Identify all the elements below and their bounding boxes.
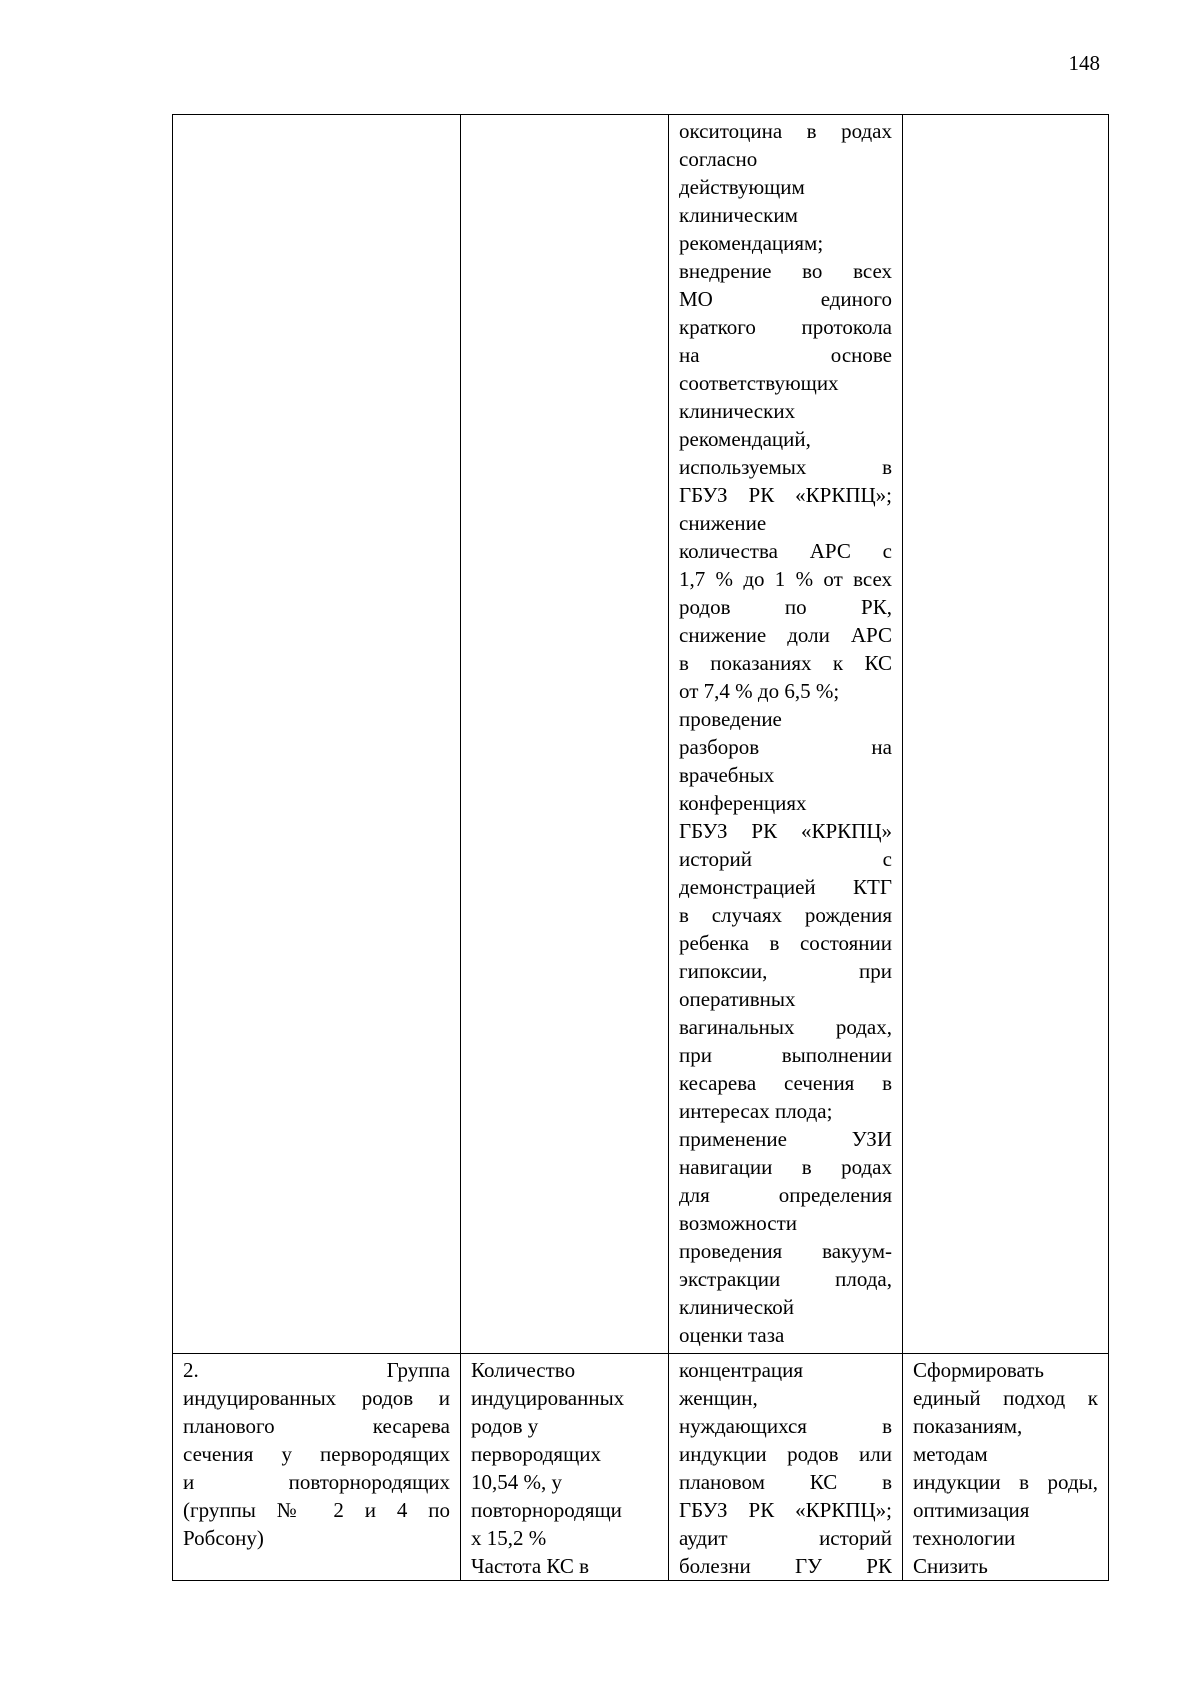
text-line: концентрация	[679, 1358, 804, 1382]
text-line: планового кесарева	[183, 1414, 450, 1438]
text-line: возможности	[679, 1211, 798, 1235]
text-line: 10,54 %, у	[471, 1470, 562, 1494]
text-line: клинических	[679, 399, 796, 423]
text-line: используемых в	[679, 455, 892, 479]
text-line: разборов на	[679, 735, 892, 759]
text-line: первородящих	[471, 1442, 601, 1466]
text-line: МО единого	[679, 287, 892, 311]
text-line: Количество	[471, 1358, 576, 1382]
text-line: повторнородящи	[471, 1498, 622, 1522]
page-number: 148	[1068, 51, 1100, 75]
text-line: клиническим	[679, 203, 798, 227]
table-row	[173, 115, 1109, 1354]
text-line: нуждающихся в	[679, 1414, 892, 1438]
text-line: проведения вакуум-	[679, 1239, 892, 1263]
text-line: 2. Группа	[183, 1358, 450, 1382]
text-line: проведение	[679, 707, 782, 731]
text-line: индуцированных родов и	[183, 1386, 450, 1410]
text-line: ГБУЗ РК «КРКПЦ»;	[679, 483, 892, 507]
text-line: в показаниях к КС	[679, 651, 892, 675]
text-line: действующим	[679, 175, 805, 199]
text-line: и повторнородящих	[183, 1470, 450, 1494]
text-line: количества АРС с	[679, 539, 892, 563]
text-line: оперативных	[679, 987, 796, 1011]
text-line: при выполнении	[679, 1043, 892, 1067]
table-cell-measures	[669, 1354, 903, 1581]
table-cell-goal	[903, 115, 1109, 1354]
text-line: клинической	[679, 1295, 794, 1319]
text-line: для определения	[679, 1183, 892, 1207]
text-line: индуцированных	[471, 1386, 625, 1410]
table-cell-group	[173, 115, 461, 1354]
text-line: индукции родов или	[679, 1442, 892, 1466]
table-cell-measures	[669, 115, 903, 1354]
text-line: оценки таза	[679, 1323, 785, 1347]
text-line: методам	[913, 1442, 988, 1466]
text-line: применение УЗИ	[679, 1127, 892, 1151]
text-line: согласно	[679, 147, 758, 171]
text-line: Частота КС в	[471, 1554, 590, 1578]
text-line: оптимизация	[913, 1498, 1030, 1522]
text-line: гипоксии, при	[679, 959, 892, 983]
table-cell-indicator	[461, 1354, 669, 1581]
text-line: краткого протокола	[679, 315, 892, 339]
text-line: в случаях рождения	[679, 903, 892, 927]
text-line: на основе	[679, 343, 892, 367]
table-cell-indicator	[461, 115, 669, 1354]
text-line: Сформировать	[913, 1358, 1044, 1382]
text-line: демонстрацией КТГ	[679, 875, 892, 899]
text-line: ГБУЗ РК «КРКПЦ»;	[679, 1498, 892, 1522]
text-line: экстракции плода,	[679, 1267, 892, 1291]
measures-table	[172, 114, 1109, 1581]
text-line: конференциях	[679, 791, 807, 815]
text-line: Робсону)	[183, 1526, 264, 1550]
text-line: навигации в родах	[679, 1155, 892, 1179]
text-line: рекомендаций,	[679, 427, 811, 451]
text-line: врачебных	[679, 763, 775, 787]
text-line: соответствующих	[679, 371, 839, 395]
text-line: 1,7 % до 1 % от всех	[679, 567, 892, 591]
text-line: плановом КС в	[679, 1470, 892, 1494]
text-line: родов у	[471, 1414, 539, 1438]
text-line: ГБУЗ РК «КРКПЦ»	[679, 819, 892, 843]
text-line: (группы № 2 и 4 по	[183, 1498, 450, 1522]
text-line: интересах плода;	[679, 1099, 833, 1123]
text-line: рекомендациям;	[679, 231, 824, 255]
text-line: единый подход к	[913, 1386, 1098, 1410]
table-cell-group	[173, 1354, 461, 1581]
text-line: женщин,	[679, 1386, 758, 1410]
text-line: снижение	[679, 511, 767, 535]
text-line: снижение доли АРС	[679, 623, 892, 647]
text-line: внедрение во всех	[679, 259, 892, 283]
text-line: ребенка в состоянии	[679, 931, 892, 955]
text-line: аудит историй	[679, 1526, 892, 1550]
text-line: от 7,4 % до 6,5 %;	[679, 679, 840, 703]
text-line: х 15,2 %	[471, 1526, 547, 1550]
table-row	[173, 1354, 1109, 1581]
text-line: историй с	[679, 847, 892, 871]
text-line: кесарева сечения в	[679, 1071, 892, 1095]
table-cell-goal	[903, 1354, 1109, 1581]
text-line: технологии	[913, 1526, 1016, 1550]
text-line: Снизить	[913, 1554, 988, 1578]
text-line: индукции в роды,	[913, 1470, 1098, 1494]
text-line: родов по РК,	[679, 595, 892, 619]
text-line: болезни ГУ РК	[679, 1554, 892, 1578]
text-line: вагинальных родах,	[679, 1015, 892, 1039]
text-line: сечения у первородящих	[183, 1442, 450, 1466]
text-line: окситоцина в родах	[679, 119, 892, 143]
text-line: показаниям,	[913, 1414, 1023, 1438]
